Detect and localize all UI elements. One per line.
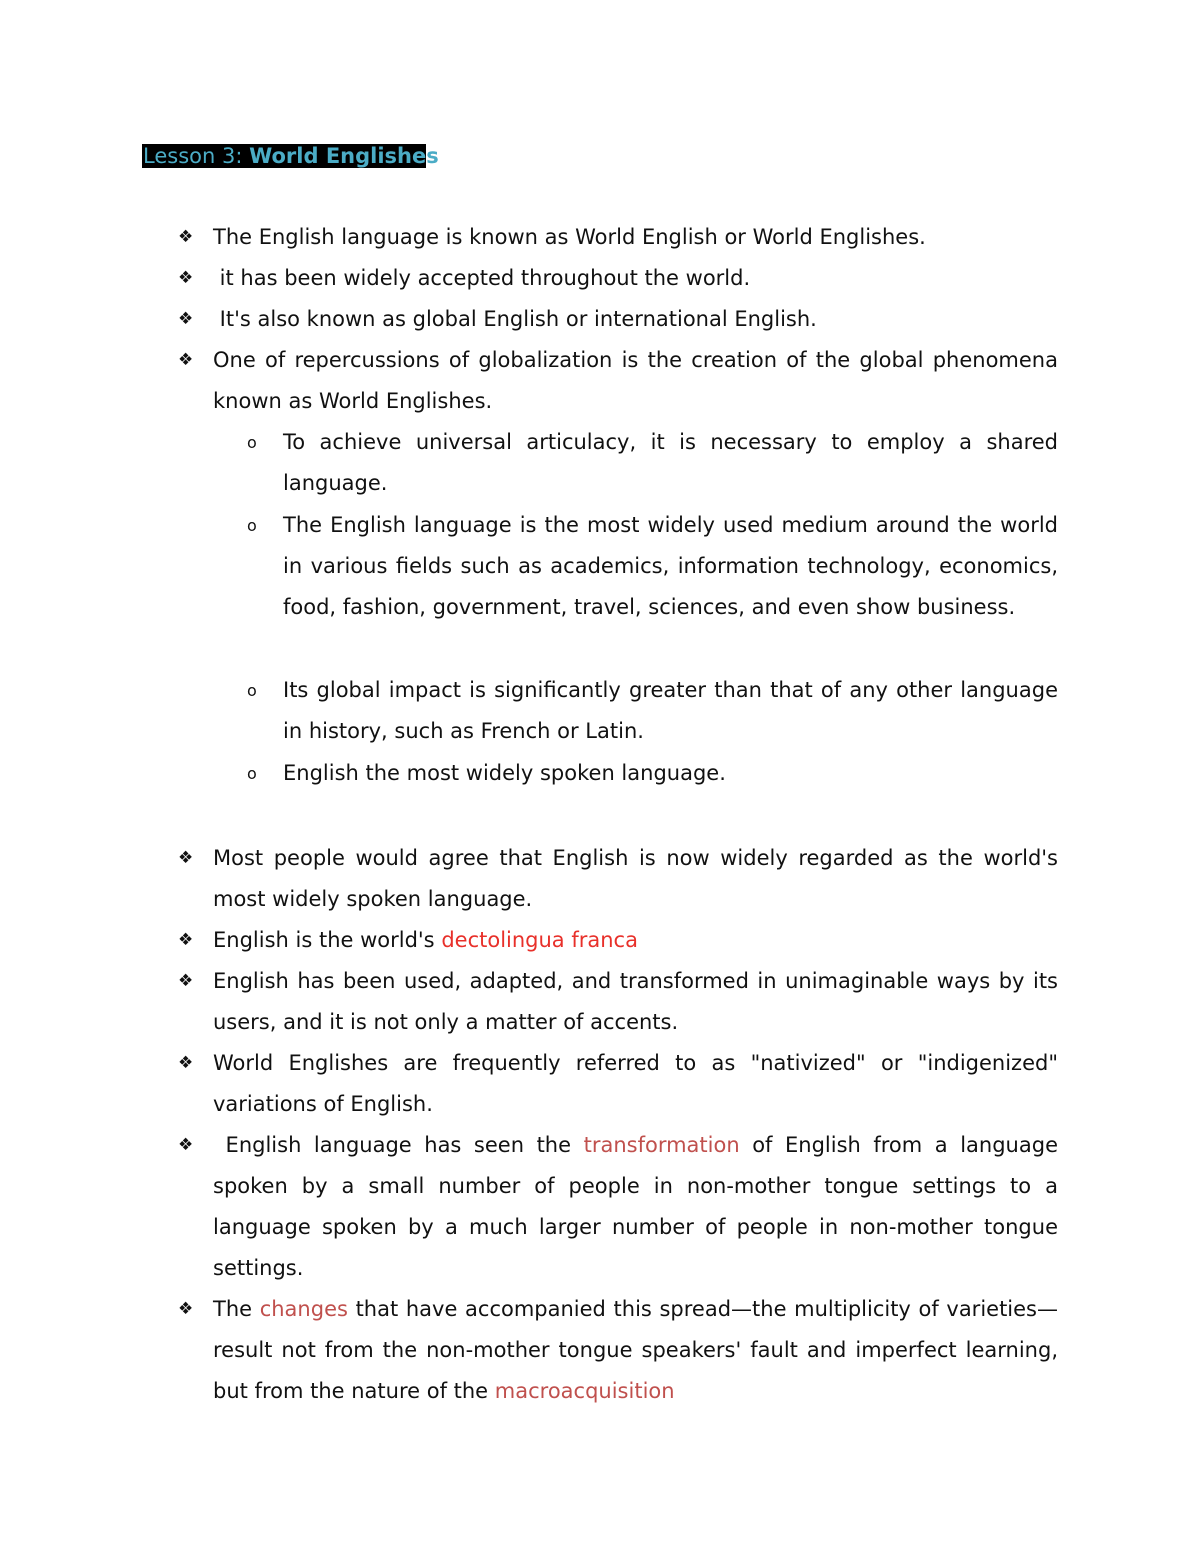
sub-list-item: Its global impact is significantly greater than that of any other language in history, such as French or Latin. xyxy=(283,678,1058,743)
list-item: English is the world's dectolingua franca xyxy=(213,928,638,952)
list-item: World Englishes are frequently referred to as "nativized" or "indigenized" variations of English. xyxy=(213,1051,1058,1116)
diamond-bullet-icon: ❖ xyxy=(178,848,194,868)
list-item: English language has seen the transformation of English from a language spoken by a small number of people in non-mother tongue settings to a language spoken by a much larger number of people in non-mother tongue settings. xyxy=(213,1133,1058,1280)
diamond-bullet-icon: ❖ xyxy=(178,930,194,950)
circle-bullet-icon: o xyxy=(247,516,257,535)
list-item: it has been widely accepted throughout the world. xyxy=(213,266,751,290)
diamond-bullet-icon: ❖ xyxy=(178,350,194,370)
diamond-bullet-icon: ❖ xyxy=(178,971,194,991)
diamond-bullet-icon: ❖ xyxy=(178,309,194,329)
highlighted-term: dectolingua franca xyxy=(441,928,638,952)
list-item: It's also known as global English or international English. xyxy=(213,307,817,331)
highlighted-term: transformation xyxy=(583,1133,740,1157)
diamond-bullet-icon: ❖ xyxy=(178,1299,194,1319)
sub-list-item: To achieve universal articulacy, it is necessary to employ a shared language. xyxy=(283,430,1058,495)
diamond-bullet-icon: ❖ xyxy=(178,227,194,247)
circle-bullet-icon: o xyxy=(247,433,257,452)
list-item: Most people would agree that English is now widely regarded as the world's most widely spoken language. xyxy=(213,846,1058,911)
diamond-bullet-icon: ❖ xyxy=(178,1053,194,1073)
title-bold: World Englishe xyxy=(249,144,427,168)
title-prefix: Lesson 3: xyxy=(143,144,250,168)
lesson-title xyxy=(142,141,439,171)
highlighted-term: changes xyxy=(259,1297,348,1321)
sub-list-item: English the most widely spoken language. xyxy=(283,761,726,785)
circle-bullet-icon: o xyxy=(247,681,257,700)
title-highlight xyxy=(142,144,426,168)
list-item: The English language is known as World English or World Englishes. xyxy=(213,225,926,249)
diamond-bullet-icon: ❖ xyxy=(178,1135,194,1155)
title-tail: s xyxy=(426,144,439,168)
diamond-bullet-icon: ❖ xyxy=(178,268,194,288)
list-item: One of repercussions of globalization is the creation of the global phenomena known as World Englishes. xyxy=(213,348,1058,413)
list-item: English has been used, adapted, and transformed in unimaginable ways by its users, and it is not only a matter of accents. xyxy=(213,969,1058,1034)
sub-list-item: The English language is the most widely used medium around the world in various fields such as academics, information technology, economics, food, fashion, government, travel, sciences, and even show business. xyxy=(283,513,1058,619)
highlighted-term: macroacquisition xyxy=(494,1379,675,1403)
list-item: The changes that have accompanied this spread—the multiplicity of varieties—result not from the non-mother tongue speakers' fault and imperfect learning, but from the nature of the macroacquisition xyxy=(213,1297,1059,1403)
circle-bullet-icon: o xyxy=(247,764,257,783)
